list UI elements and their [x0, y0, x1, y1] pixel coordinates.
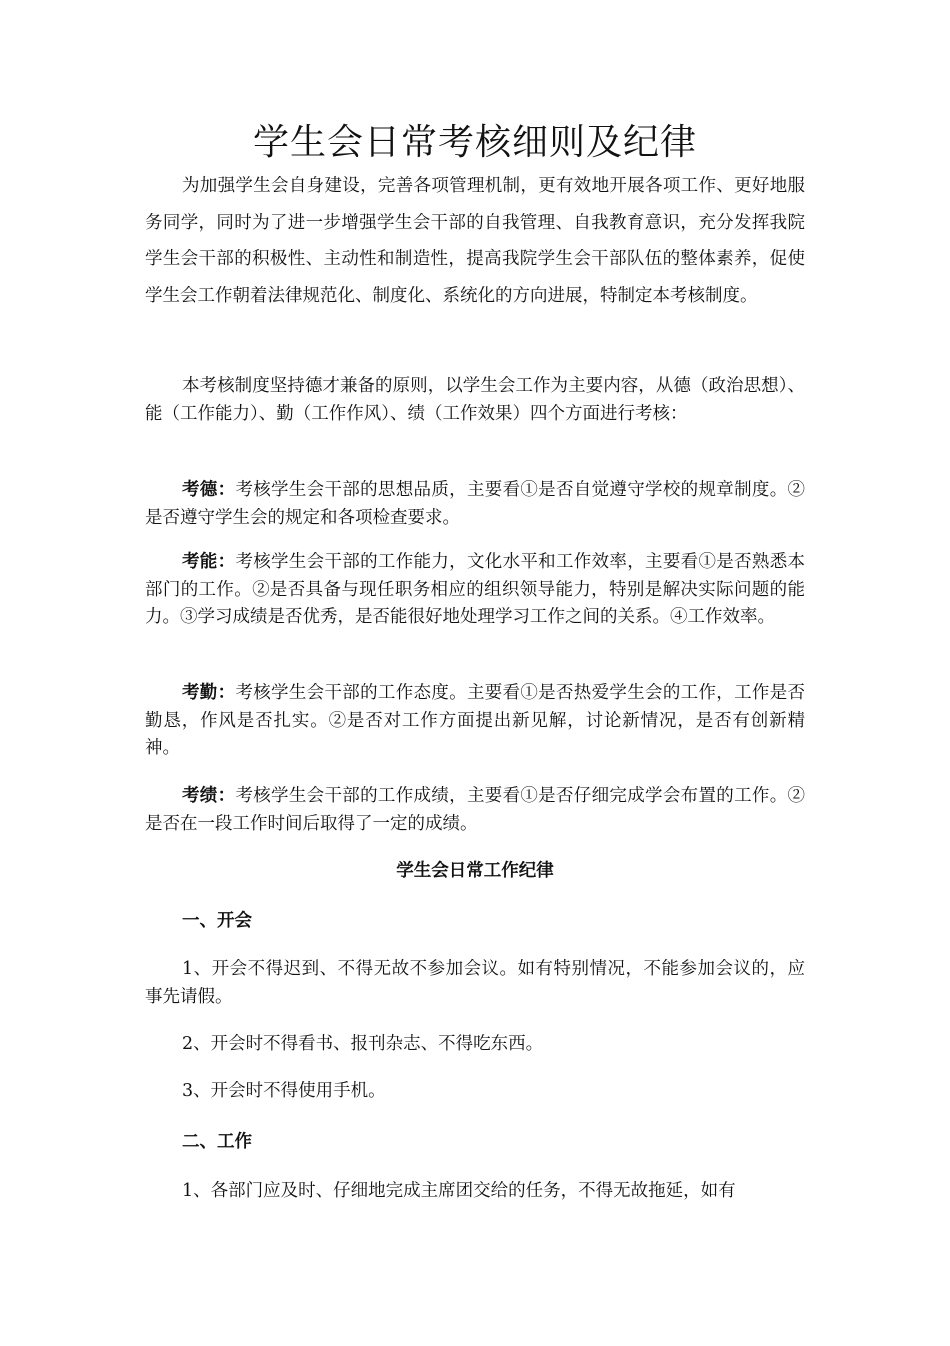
discipline-title: 学生会日常工作纪律 [396, 861, 554, 881]
criterion-text: 考核学生会干部的工作能力，文化水平和工作效率，主要看①是否熟悉本部门的工作。②是否具备与现任职务相应的组织领导能力，特别是解决实际问题的能力。③学习成绩是否优秀，是否能很好地处理学习工作之间的关系。④工作效率。 [145, 552, 806, 627]
section-heading-meeting: 一、开会 [182, 911, 252, 931]
work-rule: 1、各部门应及时、仔细地完成主席团交给的任务，不得无故拖延，如有 [182, 1181, 736, 1201]
document-title: 学生会日常考核细则及纪律 [252, 122, 697, 163]
meeting-rule: 1、开会不得迟到、不得无故不参加会议。如有特别情况，不能参加会议的，应事先请假。 [145, 959, 805, 1007]
criterion-label: 考德： [182, 480, 236, 500]
criterion-achievement [145, 783, 805, 838]
criterion-diligence [145, 680, 805, 763]
criterion-text: 考核学生会干部的工作成绩，主要看①是否仔细完成学会布置的工作。②是否在一段工作时间后取得了一定的成绩。 [145, 786, 806, 834]
intro-paragraph: 为加强学生会自身建设，完善各项管理机制，更有效地开展各项工作、更好地服务同学，同时为了进一步增强学生会干部的自我管理、自我教育意识，充分发挥我院学生会干部的积极性、主动性和制造性，提高我院学生会干部队伍的整体素养，促使学生会工作朝着法律规范化、制度化、系统化的方向进展，特制定本考核制度。 [145, 176, 805, 306]
criterion-text: 考核学生会干部的工作态度。主要看①是否热爱学生会的工作，工作是否勤恳，作风是否扎实。②是否对工作方面提出新见解，讨论新情况，是否有创新精神。 [145, 683, 806, 758]
criterion-virtue [145, 477, 805, 532]
criterion-text: 考核学生会干部的思想品质，主要看①是否自觉遵守学校的规章制度。②是否遵守学生会的规定和各项检查要求。 [145, 480, 806, 528]
criterion-label: 考绩： [182, 786, 236, 806]
criterion-ability [145, 549, 805, 632]
criterion-label: 考勤： [182, 683, 236, 703]
criterion-label: 考能： [182, 552, 236, 572]
meeting-rule: 3、开会时不得使用手机。 [182, 1081, 386, 1101]
meeting-rule: 2、开会时不得看书、报刊杂志、不得吃东西。 [182, 1034, 544, 1054]
principle-paragraph: 本考核制度坚持德才兼备的原则，以学生会工作为主要内容，从德（政治思想）、能（工作能力）、勤（工作作风）、绩（工作效果）四个方面进行考核： [145, 376, 805, 424]
section-heading-work: 二、工作 [182, 1132, 252, 1152]
